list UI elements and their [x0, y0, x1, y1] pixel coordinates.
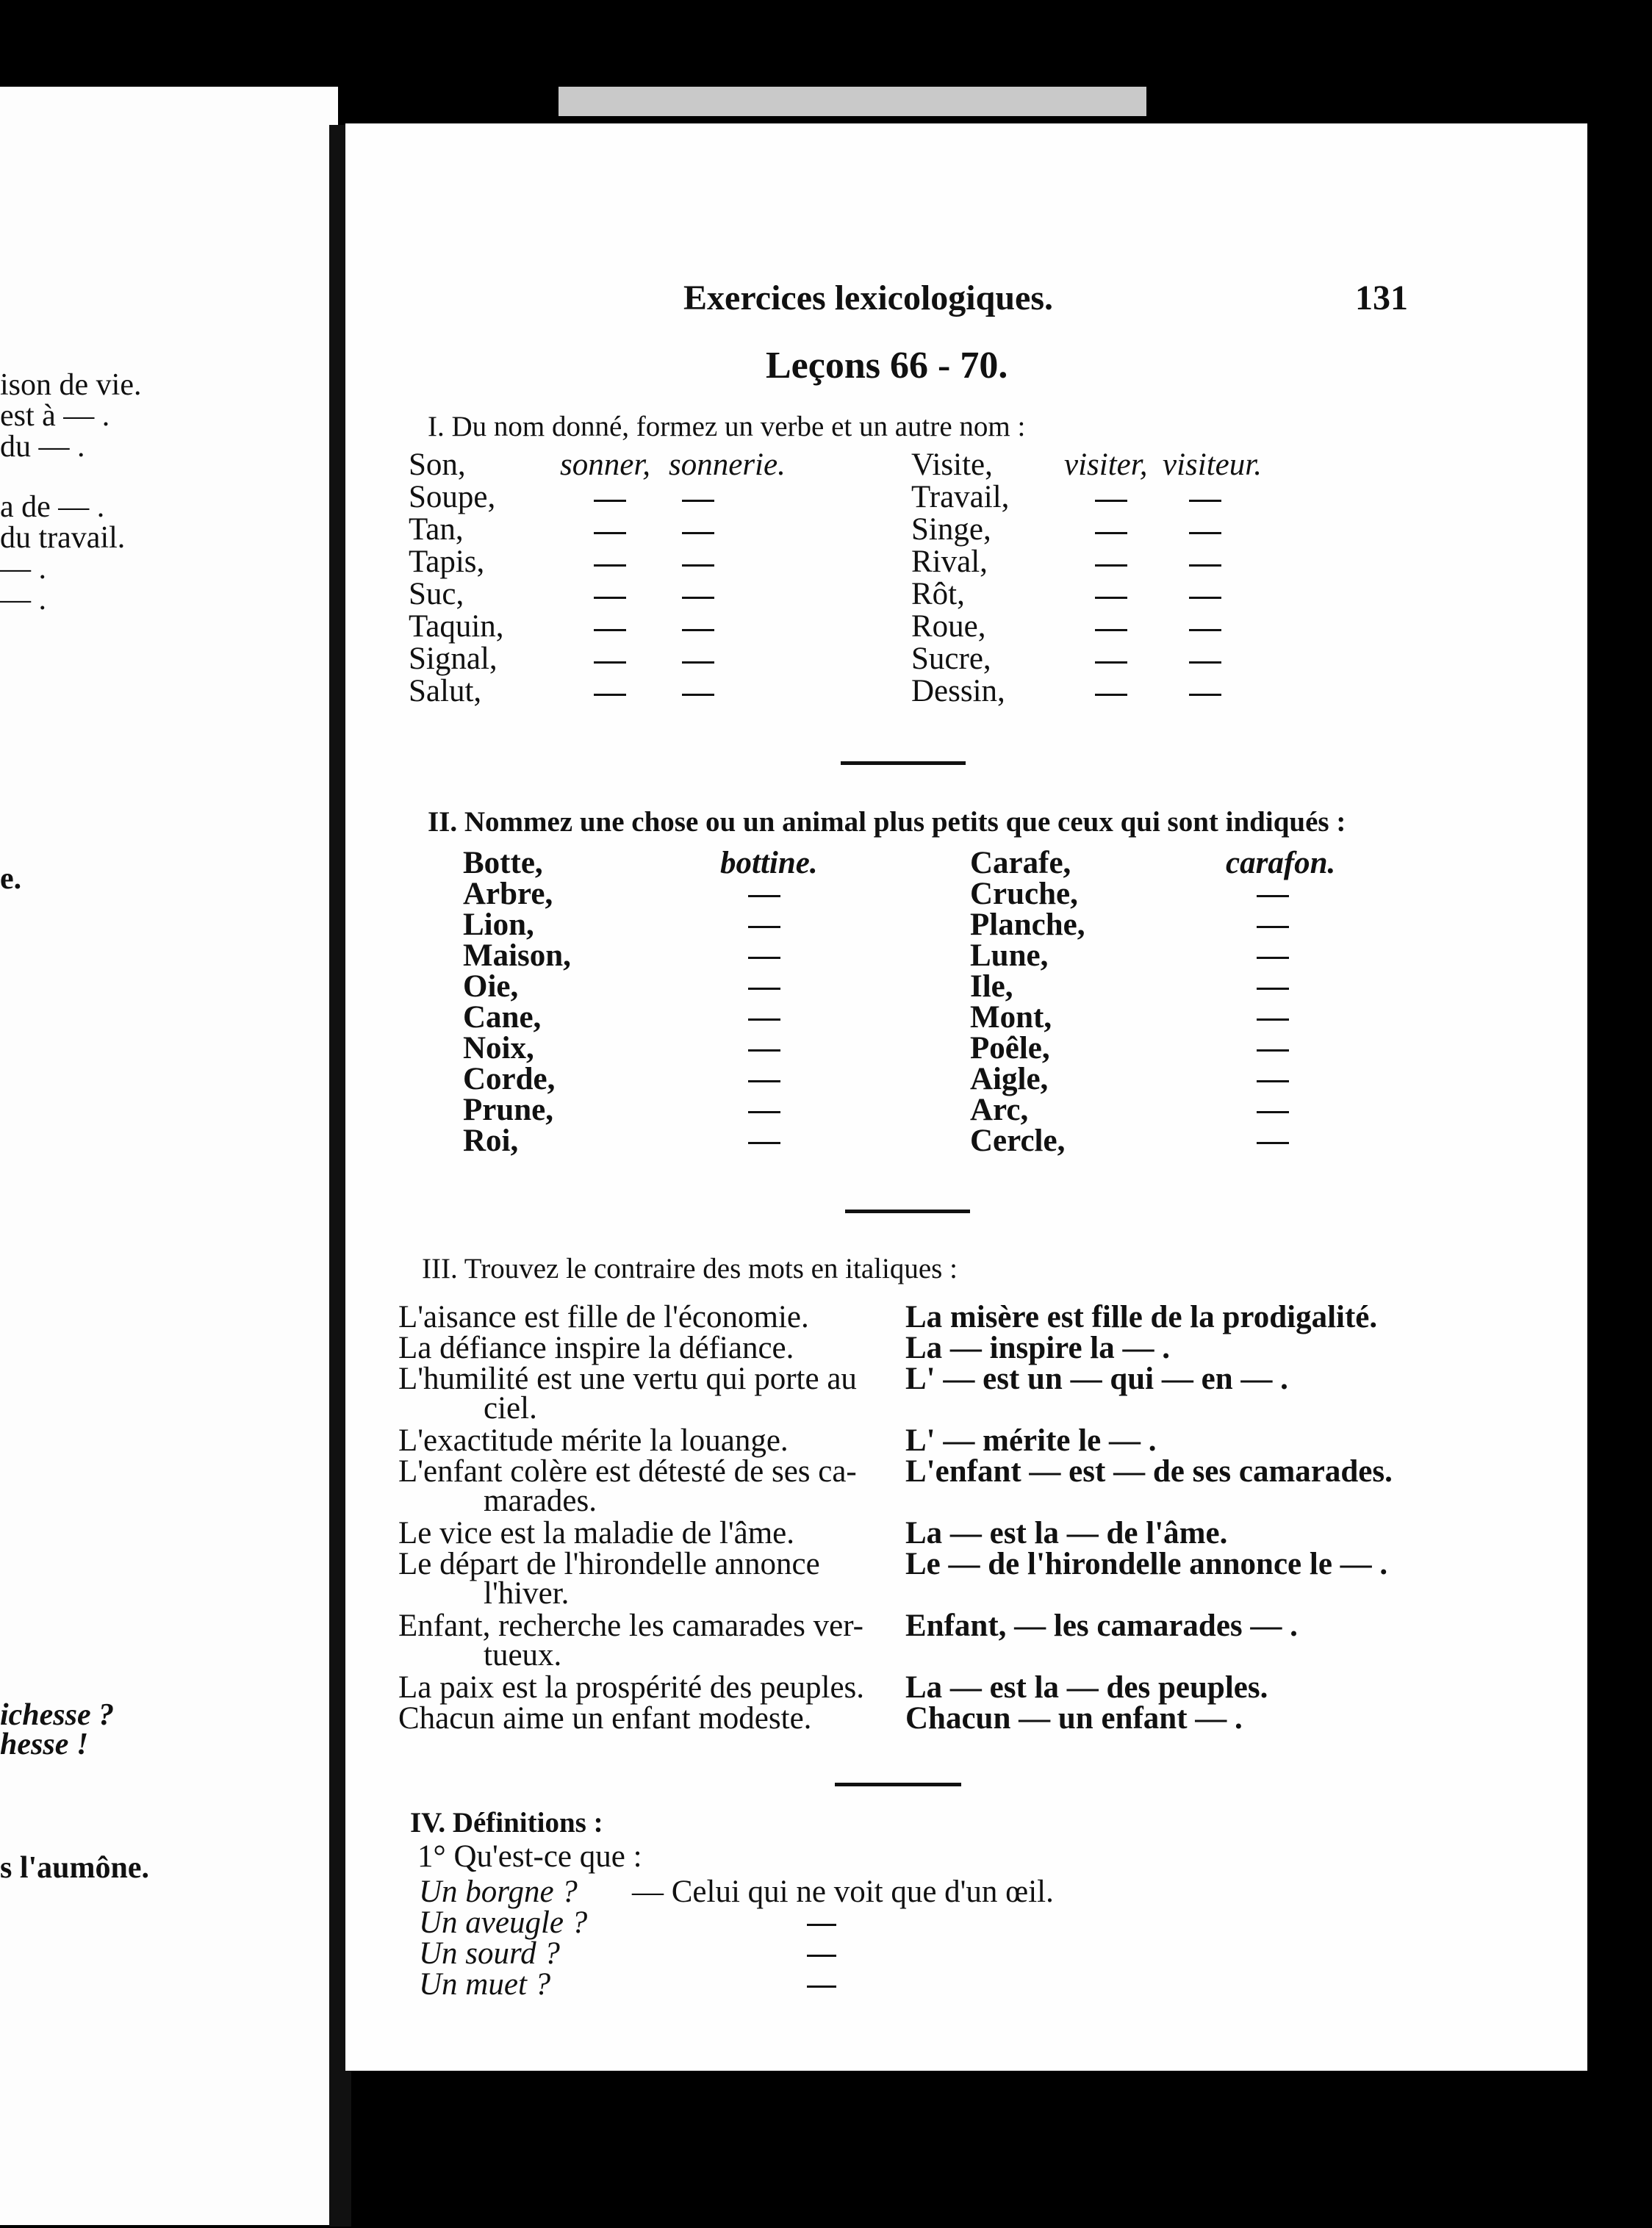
prev-fragment: e. — [0, 862, 22, 896]
main-page — [345, 123, 1587, 2071]
blank-dash — [1189, 629, 1221, 631]
page-number: 131 — [1355, 278, 1408, 317]
blank-dash — [1095, 564, 1127, 567]
section2-word: Aigle, — [970, 1062, 1049, 1096]
blank-dash — [594, 629, 626, 631]
prev-fragment: hesse ! — [0, 1728, 89, 1761]
section3-sentence-cont: l'hiver. — [484, 1576, 570, 1611]
section2-word: Ile, — [970, 969, 1013, 1004]
section2-word: Noix, — [463, 1031, 534, 1066]
blank-dash — [807, 1924, 836, 1926]
section2-word: Prune, — [463, 1093, 554, 1127]
section1-word: Soupe, — [409, 480, 496, 514]
section2-word: Arbre, — [463, 877, 553, 911]
prev-fragment: est à — . — [0, 399, 110, 433]
section3-sentence-cont: tueux. — [484, 1638, 562, 1672]
section3-sentence: L'exactitude mérite la louange. — [398, 1423, 789, 1458]
blank-dash — [748, 926, 780, 928]
section2-word: Oie, — [463, 969, 519, 1004]
section2-example: carafon. — [1226, 846, 1336, 880]
section1-word: Rival, — [911, 545, 988, 579]
section1-word: Suc, — [409, 577, 464, 611]
section1-word: Singe, — [911, 512, 991, 547]
section2-word: Poêle, — [970, 1031, 1050, 1066]
blank-dash — [1257, 988, 1289, 990]
prev-fragment: du — . — [0, 430, 85, 464]
section1-word: Tapis, — [409, 545, 485, 579]
blank-dash — [807, 1955, 836, 1957]
blank-dash — [1257, 1111, 1289, 1113]
prev-fragment: — . — [0, 583, 46, 617]
blank-dash — [748, 1142, 780, 1144]
section1-word: Son, — [409, 448, 466, 482]
section3-instruction: III. Trouvez le contraire des mots en italiques : — [422, 1253, 958, 1284]
blank-dash — [1189, 500, 1221, 502]
section1-word: Taquin, — [409, 609, 504, 644]
section-divider — [841, 761, 966, 765]
definition-question: Un aveugle ? — [419, 1905, 588, 1940]
prev-fragment: a de — . — [0, 490, 105, 524]
blank-dash — [682, 661, 714, 664]
blank-dash — [594, 694, 626, 696]
section1-word: Salut, — [409, 674, 482, 708]
blank-dash — [682, 532, 714, 534]
section3-sentence: Le départ de l'hirondelle annonce — [398, 1547, 820, 1581]
section3-sentence: La défiance inspire la défiance. — [398, 1331, 794, 1365]
definition-question: Un muet ? — [419, 1967, 551, 2002]
blank-dash — [1189, 532, 1221, 534]
blank-dash — [1257, 957, 1289, 959]
blank-dash — [748, 1018, 780, 1021]
blank-dash — [682, 500, 714, 502]
section-divider — [835, 1783, 961, 1786]
blank-dash — [748, 1111, 780, 1113]
blank-dash — [594, 532, 626, 534]
section3-answer: La — est la — de l'âme. — [905, 1516, 1228, 1550]
prev-fragment: du travail. — [0, 521, 126, 555]
blank-dash — [1257, 1142, 1289, 1144]
section1-example: visiter, — [1064, 448, 1148, 482]
section-divider — [845, 1210, 970, 1213]
blank-dash — [682, 597, 714, 599]
section2-word: Cruche, — [970, 877, 1078, 911]
section3-answer: La misère est fille de la prodigalité. — [905, 1300, 1378, 1334]
section3-answer: L'enfant — est — de ses camarades. — [905, 1454, 1393, 1489]
blank-dash — [748, 988, 780, 990]
blank-dash — [1095, 500, 1127, 502]
blank-dash — [1189, 694, 1221, 696]
blank-dash — [807, 1986, 836, 1988]
section2-word: Lune, — [970, 938, 1049, 973]
section4-sub: 1° Qu'est-ce que : — [417, 1839, 642, 1874]
prev-fragment: — . — [0, 552, 46, 586]
section3-answer: La — inspire la — . — [905, 1331, 1170, 1365]
blank-dash — [1257, 1018, 1289, 1021]
lesson-title: Leçons 66 - 70. — [766, 345, 1008, 387]
blank-dash — [1095, 661, 1127, 664]
header-title: Exercices lexicologiques. — [683, 278, 1054, 317]
blank-dash — [682, 629, 714, 631]
blank-dash — [748, 895, 780, 897]
blank-dash — [594, 661, 626, 664]
blank-dash — [1257, 1049, 1289, 1052]
section3-answer: Chacun — un enfant — . — [905, 1701, 1243, 1736]
prev-fragment: ichesse ? — [0, 1698, 115, 1732]
blank-dash — [1095, 532, 1127, 534]
section2-word: Corde, — [463, 1062, 556, 1096]
section3-answer: Le — de l'hirondelle annonce le — . — [905, 1547, 1388, 1581]
section2-word: Cercle, — [970, 1124, 1066, 1158]
blank-dash — [1095, 629, 1127, 631]
section1-example: sonner, — [560, 448, 651, 482]
section2-instruction: II. Nommez une chose ou un animal plus petits que ceux qui sont indiqués : — [428, 806, 1346, 838]
section3-sentence: L'humilité est une vertu qui porte au — [398, 1362, 857, 1396]
definition-answer: — Celui qui ne voit que d'un œil. — [632, 1875, 1054, 1909]
prev-fragment: ison de vie. — [0, 368, 142, 402]
section2-word: Carafe, — [970, 846, 1071, 880]
blank-dash — [1189, 597, 1221, 599]
section2-example: bottine. — [720, 846, 818, 880]
blank-dash — [1095, 694, 1127, 696]
definition-question: Un sourd ? — [419, 1936, 560, 1971]
definition-question: Un borgne ? — [419, 1875, 578, 1909]
blank-dash — [1095, 597, 1127, 599]
section3-answer: L' — mérite le — . — [905, 1423, 1157, 1458]
blank-dash — [682, 564, 714, 567]
previous-page — [0, 87, 338, 2225]
blank-dash — [1257, 1080, 1289, 1082]
blank-dash — [1257, 926, 1289, 928]
section2-word: Planche, — [970, 908, 1085, 942]
blank-dash — [1257, 895, 1289, 897]
section1-word: Tan, — [409, 512, 464, 547]
section1-word: Travail, — [911, 480, 1010, 514]
section1-example: sonnerie. — [669, 448, 786, 482]
section3-answer: Enfant, — les camarades — . — [905, 1609, 1298, 1643]
section3-sentence: L'enfant colère est détesté de ses ca- — [398, 1454, 857, 1489]
section2-word: Maison, — [463, 938, 571, 973]
section3-sentence-cont: marades. — [484, 1484, 597, 1518]
section3-sentence: Chacun aime un enfant modeste. — [398, 1701, 812, 1736]
section3-sentence: Enfant, recherche les camarades ver- — [398, 1609, 863, 1643]
section1-word: Sucre, — [911, 642, 991, 676]
page-top-edge — [559, 87, 1146, 116]
section1-word: Signal, — [409, 642, 498, 676]
blank-dash — [748, 957, 780, 959]
blank-dash — [594, 500, 626, 502]
section3-answer: L' — est un — qui — en — . — [905, 1362, 1288, 1396]
section3-sentence: La paix est la prospérité des peuples. — [398, 1670, 865, 1705]
section1-example: visiteur. — [1163, 448, 1262, 482]
section2-word: Arc, — [970, 1093, 1029, 1127]
section3-answer: La — est la — des peuples. — [905, 1670, 1268, 1705]
section2-word: Lion, — [463, 908, 534, 942]
section3-sentence: Le vice est la maladie de l'âme. — [398, 1516, 795, 1550]
section1-word: Visite, — [911, 448, 993, 482]
blank-dash — [594, 597, 626, 599]
prev-fragment: s l'aumône. — [0, 1851, 150, 1885]
section4-instruction: IV. Définitions : — [410, 1807, 603, 1839]
blank-dash — [682, 694, 714, 696]
section2-word: Roi, — [463, 1124, 519, 1158]
section1-word: Roue, — [911, 609, 986, 644]
blank-dash — [748, 1049, 780, 1052]
section2-word: Cane, — [463, 1000, 542, 1035]
blank-dash — [1189, 564, 1221, 567]
section1-word: Rôt, — [911, 577, 965, 611]
section2-word: Mont, — [970, 1000, 1052, 1035]
blank-dash — [748, 1080, 780, 1082]
section1-word: Dessin, — [911, 674, 1005, 708]
section3-sentence: L'aisance est fille de l'économie. — [398, 1300, 809, 1334]
section1-instruction: I. Du nom donné, formez un verbe et un autre nom : — [428, 411, 1026, 442]
section3-sentence-cont: ciel. — [484, 1391, 537, 1426]
blank-dash — [594, 564, 626, 567]
section2-word: Botte, — [463, 846, 543, 880]
blank-dash — [1189, 661, 1221, 664]
